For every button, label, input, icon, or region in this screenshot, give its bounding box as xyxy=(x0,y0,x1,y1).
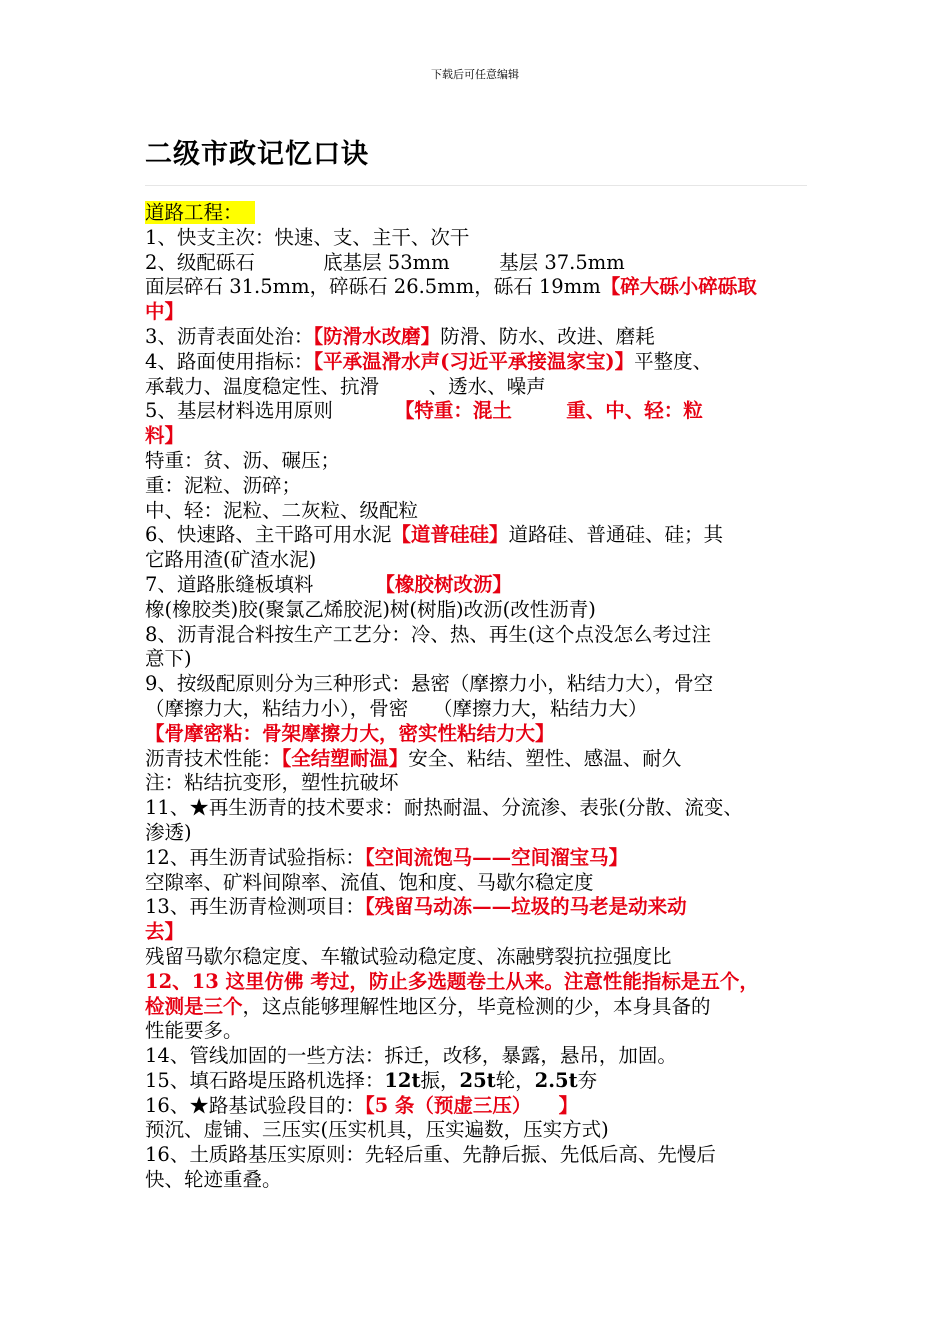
text-segment: 夯 xyxy=(577,1068,598,1092)
text-line xyxy=(145,697,817,722)
text-segment: 轮， xyxy=(495,1068,535,1092)
text-segment: 安全、粘结、塑性、感温、耐久 xyxy=(408,746,682,770)
highlighted-mnemonic: 【道普硅硅】 xyxy=(391,523,509,547)
text-segment: （摩擦力大，粘结力小），骨密 （摩擦力大，粘结力大） xyxy=(145,696,648,720)
text-segment: 16、★路基试验段目的： xyxy=(145,1093,365,1117)
text-segment: 橡(橡胶类)胶(聚氯乙烯胶泥)树(树脂)改沥(改性沥青) xyxy=(145,597,596,621)
text-line xyxy=(145,449,817,474)
title-divider xyxy=(145,185,807,186)
text-line xyxy=(145,895,817,920)
text-line xyxy=(145,920,817,945)
highlighted-mnemonic: 【特重：混土 重、中、轻：粒 xyxy=(394,399,703,423)
text-line xyxy=(145,722,817,747)
text-segment: 它路用渣(矿渣水泥) xyxy=(145,548,317,572)
text-segment: 12、再生沥青试验指标： xyxy=(145,845,365,869)
text-line xyxy=(145,474,817,499)
text-line xyxy=(145,1044,817,1069)
text-line xyxy=(145,1019,817,1044)
text-segment: 平整度、 xyxy=(634,349,713,373)
text-segment: 中、轻：泥粒、二灰粒、级配粒 xyxy=(145,498,419,522)
highlighted-mnemonic: 12、13 这里仿佛 考过，防止多选题卷土从来。注意性能指标是五个， xyxy=(145,969,759,993)
text-line xyxy=(145,672,817,697)
text-segment: 振， xyxy=(420,1068,460,1092)
text-segment: 特重：贫、沥、碾压； xyxy=(145,448,341,472)
text-segment: 预沉、虚铺、三压实(压实机具，压实遍数，压实方式) xyxy=(145,1118,609,1142)
text-segment: 承载力、温度稳定性、抗滑 、透水、噪声 xyxy=(145,374,546,398)
text-segment: 8、沥青混合料按生产工艺分：冷、热、再生(这个点没怎么考过注 xyxy=(145,622,712,646)
text-segment: 防滑、防水、改进、磨耗 xyxy=(440,324,655,348)
text-line xyxy=(145,1069,817,1094)
text-line xyxy=(145,623,817,648)
text-segment: 渗透) xyxy=(145,820,192,844)
text-line xyxy=(145,325,817,350)
text-line xyxy=(145,275,817,300)
highlighted-mnemonic: 【5 条（预虚三压） 】 xyxy=(364,1093,579,1117)
text-line xyxy=(145,747,817,772)
text-segment: 面层碎石 31.5mm，碎砾石 26.5mm，砾石 19mm xyxy=(145,275,601,299)
text-line xyxy=(145,796,817,821)
text-segment: 注：粘结抗变形，塑性抗破坏 xyxy=(145,771,399,795)
highlighted-mnemonic: 检测是三个 xyxy=(145,994,243,1018)
text-segment: 25t xyxy=(459,1068,496,1092)
text-line xyxy=(145,375,817,400)
text-segment: ，这点能够理解性地区分，毕竟检测的少，本身具备的 xyxy=(242,994,711,1018)
document-body xyxy=(145,201,817,1193)
highlighted-mnemonic: 【残留马动冻——垃圾的马老是动来动 xyxy=(364,895,687,919)
text-line xyxy=(145,523,817,548)
section-heading: 道路工程： xyxy=(145,201,255,224)
highlighted-mnemonic: 【空间流饱马——空间溜宝马】 xyxy=(364,845,629,869)
header-note: 下载后可任意编辑 xyxy=(431,68,519,81)
text-segment: 6、快速路、主干路可用水泥 xyxy=(145,523,392,547)
text-line xyxy=(145,548,817,573)
text-segment: 2、级配砾石 底基层 53mm 基层 37.5mm xyxy=(145,250,625,274)
text-segment: 11、★再生沥青的技术要求：耐热耐温、分流渗、表张(分散、流变、 xyxy=(145,796,743,820)
text-segment: 空隙率、矿料间隙率、流值、饱和度、马歇尔稳定度 xyxy=(145,870,594,894)
text-segment: 15、填石路堤压路机选择： xyxy=(145,1068,385,1092)
highlighted-mnemonic: 【防滑水改磨】 xyxy=(313,324,441,348)
text-segment: 16、土质路基压实原则：先轻后重、先静后振、先低后高、先慢后 xyxy=(145,1143,716,1167)
text-line xyxy=(145,995,817,1020)
text-segment: 沥青技术性能： xyxy=(145,746,282,770)
text-segment: 13、再生沥青检测项目： xyxy=(145,895,365,919)
highlighted-mnemonic: 【碎大砾小碎砾取 xyxy=(600,275,757,299)
text-line xyxy=(145,251,817,276)
text-segment: 残留马歇尔稳定度、车辙试验动稳定度、冻融劈裂抗拉强度比 xyxy=(145,944,672,968)
text-line xyxy=(145,647,817,672)
text-line xyxy=(145,1118,817,1143)
text-line xyxy=(145,598,817,623)
highlighted-mnemonic: 中】 xyxy=(145,300,185,324)
text-segment: 5、基层材料选用原则 xyxy=(145,399,395,423)
highlighted-mnemonic: 去】 xyxy=(145,920,185,944)
text-segment: 性能要多。 xyxy=(145,1019,243,1043)
text-segment: 14、管线加固的一些方法：拆迁，改移，暴露，悬吊，加固。 xyxy=(145,1044,677,1068)
text-segment: 4、路面使用指标： xyxy=(145,349,314,373)
text-line xyxy=(145,350,817,375)
text-line xyxy=(145,1168,817,1193)
text-segment: 3、沥青表面处治： xyxy=(145,324,314,348)
text-segment: 重：泥粒、沥碎； xyxy=(145,473,302,497)
text-segment: 12t xyxy=(384,1068,421,1092)
text-segment: 9、按级配原则分为三种形式：悬密（摩擦力小，粘结力大），骨空 xyxy=(145,672,714,696)
text-line xyxy=(145,300,817,325)
text-line xyxy=(145,1143,817,1168)
text-segment: 7、道路胀缝板填料 xyxy=(145,572,376,596)
highlighted-mnemonic: 料】 xyxy=(145,424,185,448)
text-line xyxy=(145,226,817,251)
highlighted-mnemonic: 【全结塑耐温】 xyxy=(281,746,409,770)
text-segment: 2.5t xyxy=(534,1068,578,1092)
highlighted-mnemonic: 【橡胶树改沥】 xyxy=(375,572,512,596)
text-line xyxy=(145,1094,817,1119)
text-line xyxy=(145,970,817,995)
text-line xyxy=(145,821,817,846)
text-segment: 快、轮迹重叠。 xyxy=(145,1168,282,1192)
text-line xyxy=(145,771,817,796)
highlighted-mnemonic: 【骨摩密粘：骨架摩擦力大，密实性粘结力大】 xyxy=(145,721,555,745)
text-line xyxy=(145,424,817,449)
text-segment: 道路硅、普通硅、硅；其 xyxy=(508,523,723,547)
text-segment: 意下) xyxy=(145,647,192,671)
text-line xyxy=(145,573,817,598)
document-title: 二级市政记忆口诀 xyxy=(145,139,369,170)
text-line xyxy=(145,499,817,524)
text-line xyxy=(145,945,817,970)
text-line xyxy=(145,399,817,424)
text-segment: 1、快支主次：快速、支、主干、次干 xyxy=(145,225,470,249)
text-line xyxy=(145,871,817,896)
text-line xyxy=(145,201,817,226)
text-line xyxy=(145,846,817,871)
highlighted-mnemonic: 【平承温滑水声(习近平承接温家宝)】 xyxy=(313,349,635,373)
